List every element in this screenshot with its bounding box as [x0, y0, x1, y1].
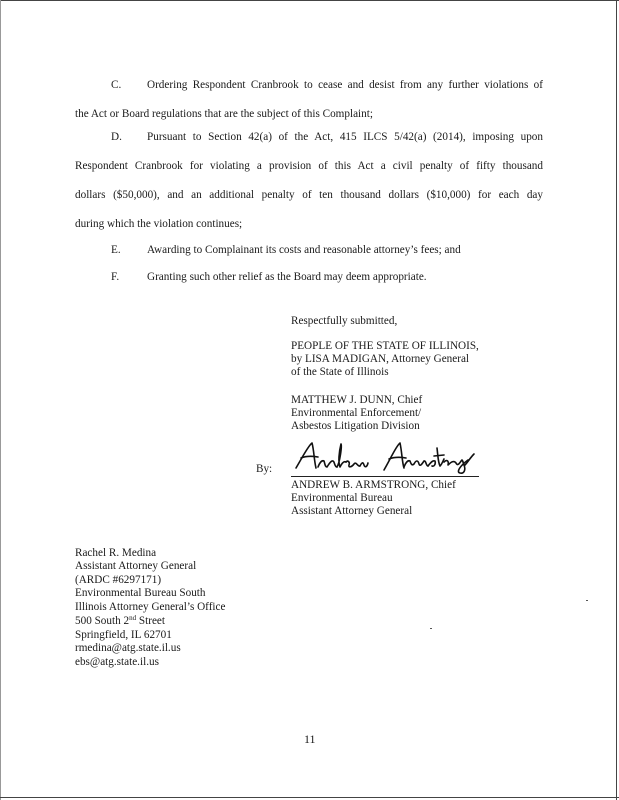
contact-name: Rachel R. Medina: [75, 547, 157, 559]
scan-speck: [586, 600, 588, 601]
page-border: [616, 0, 617, 800]
contact-email: rmedina@atg.state.il.us: [75, 642, 181, 655]
item-d-text: during which the violation continues;: [75, 218, 243, 230]
contact-office: Illinois Attorney General’s Office: [75, 600, 226, 613]
signature: [292, 440, 482, 476]
contact-street: 500 South 2nd Street: [75, 614, 165, 628]
item-c-text: the Act or Board regulations that are the subject of this Complaint;: [75, 108, 373, 120]
item-c-text: Ordering Respondent Cranbrook to cease and desist from any further violations of: [147, 79, 543, 91]
item-f-text: Granting such other relief as the Board may deem appropriate.: [147, 271, 427, 283]
item-f-label: F.: [111, 271, 120, 283]
scan-speck: [430, 628, 432, 629]
by-label: By:: [256, 463, 273, 475]
item-c-label: C.: [111, 79, 122, 91]
chief-block: MATTHEW J. DUNN, Chief Environmental Enforcement/ Asbestos Litigation Division: [291, 394, 423, 432]
item-d-label: D.: [111, 131, 122, 143]
item-d-text: Pursuant to Section 42(a) of the Act, 415 ILCS 5/42(a) (2014), imposing upon: [147, 131, 543, 143]
contact-ardc: (ARDC #6297171): [75, 573, 162, 586]
item-d-text: dollars ($50,000), and an additional penalty of ten thousand dollars ($10,000) for each day: [75, 189, 543, 201]
contact-block: [75, 547, 225, 669]
people-block: PEOPLE OF THE STATE OF ILLINOIS, by LISA MADIGAN, Attorney General of the State of Illinois: [291, 340, 479, 378]
page-border: [0, 797, 619, 798]
page-border: [0, 0, 619, 1]
page-border: [0, 0, 1, 800]
contact-title: Assistant Attorney General: [75, 560, 197, 573]
contact-bureau: Environmental Bureau South: [75, 587, 206, 600]
item-e-text: Awarding to Complainant its costs and reasonable attorney’s fees; and: [147, 244, 461, 256]
contact-city: Springfield, IL 62701: [75, 628, 172, 641]
signer-block: ANDREW B. ARMSTRONG, Chief Environmental Bureau Assistant Attorney General: [291, 479, 456, 517]
closing: Respectfully submitted,: [291, 315, 398, 327]
signature-line: [291, 476, 479, 477]
item-e-label: E.: [111, 244, 121, 256]
contact-email: ebs@atg.state.il.us: [75, 655, 159, 668]
item-d-text: Respondent Cranbrook for violating a provision of this Act a civil penalty of fifty thousand: [75, 160, 543, 172]
page-number: 11: [304, 732, 316, 746]
